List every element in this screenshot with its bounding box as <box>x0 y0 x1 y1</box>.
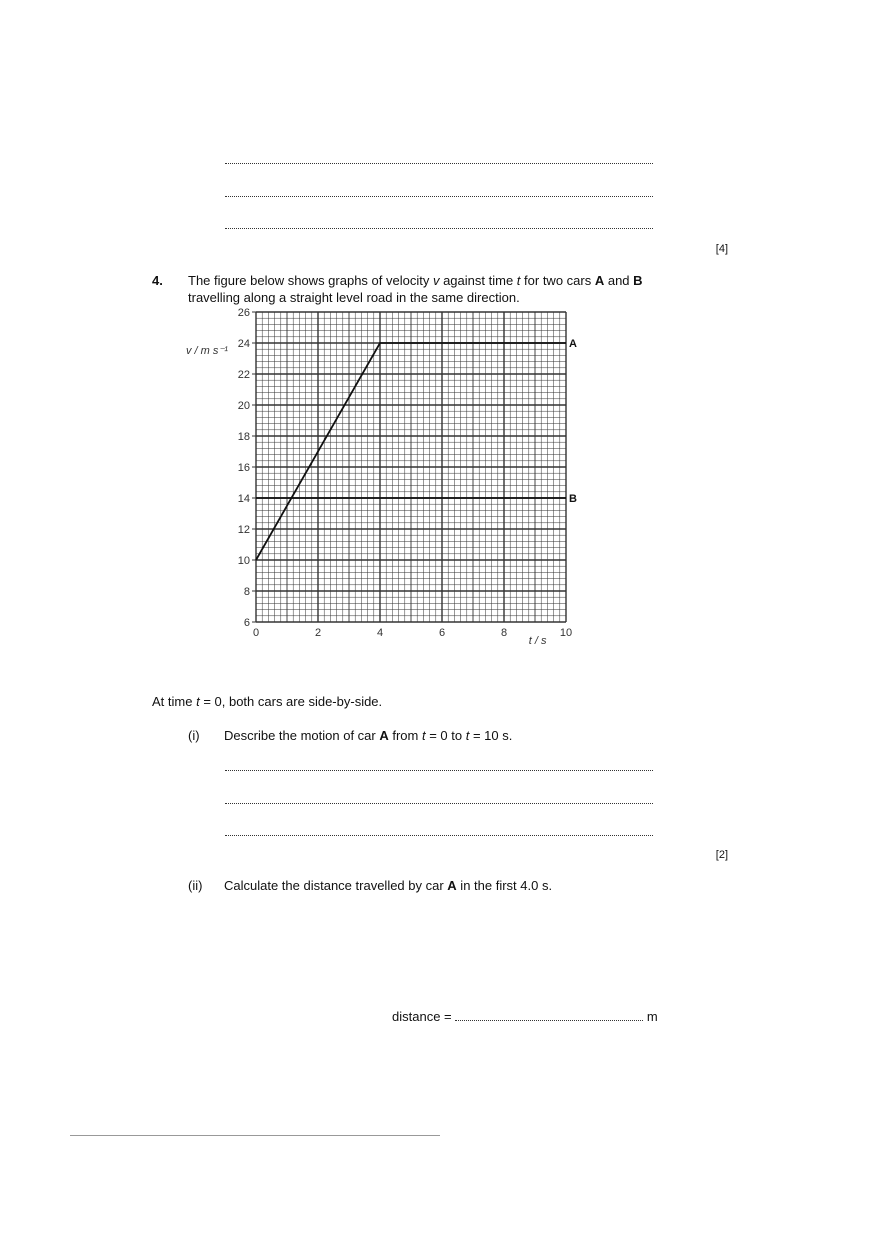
x-axis-label: t / s <box>528 635 547 647</box>
y-tick-label: 18 <box>237 431 250 443</box>
x-tick-label: 0 <box>252 627 260 639</box>
graph-grid <box>256 312 566 622</box>
answer-line[interactable] <box>225 803 653 804</box>
distance-input[interactable] <box>455 1020 643 1021</box>
x-tick-label: 2 <box>314 627 322 639</box>
y-tick-label: 8 <box>243 586 250 598</box>
answer-line[interactable] <box>225 835 653 836</box>
y-tick-label: 24 <box>237 338 250 350</box>
marks-label: [2] <box>715 849 728 861</box>
distance-answer <box>392 1009 658 1024</box>
footer-divider <box>70 1135 440 1136</box>
series-label-B: B <box>569 493 577 505</box>
question-intro-line1: The figure below shows graphs of velocity v against time t for two cars A and B <box>188 273 643 288</box>
answer-line[interactable] <box>225 770 653 771</box>
part-ii-label: (ii) <box>188 878 203 893</box>
marks-label: [4] <box>715 243 728 255</box>
y-tick-label: 16 <box>237 462 250 474</box>
answer-line[interactable] <box>225 163 653 164</box>
x-tick-label: 10 <box>559 627 573 639</box>
y-tick-label: 26 <box>237 307 250 319</box>
y-tick-label: 12 <box>237 524 250 536</box>
x-tick-label: 8 <box>500 627 508 639</box>
answer-unit: m <box>646 1009 658 1024</box>
y-tick-label: 6 <box>243 617 250 629</box>
part-i-text: Describe the motion of car A from t = 0 to t = 10 s. <box>224 728 513 743</box>
y-tick-label: 14 <box>237 493 250 505</box>
answer-line[interactable] <box>225 228 653 229</box>
x-tick-label: 6 <box>438 627 446 639</box>
velocity-time-graph <box>150 300 610 650</box>
statement: At time t = 0, both cars are side-by-side. <box>152 694 383 709</box>
question-intro-line2: travelling along a straight level road in the same direction. <box>188 290 520 305</box>
y-tick-label: 20 <box>237 400 250 412</box>
y-tick-label: 22 <box>237 369 250 381</box>
y-axis-label: v / m s⁻¹ <box>186 344 228 357</box>
x-tick-label: 4 <box>376 627 384 639</box>
part-ii-text: Calculate the distance travelled by car A in the first 4.0 s. <box>224 878 553 893</box>
answer-prefix: distance = <box>392 1009 456 1024</box>
answer-line[interactable] <box>225 196 653 197</box>
y-tick-label: 10 <box>237 555 250 567</box>
question-number: 4. <box>152 273 163 288</box>
part-i-label: (i) <box>188 728 200 743</box>
series-label-A: A <box>569 338 577 350</box>
